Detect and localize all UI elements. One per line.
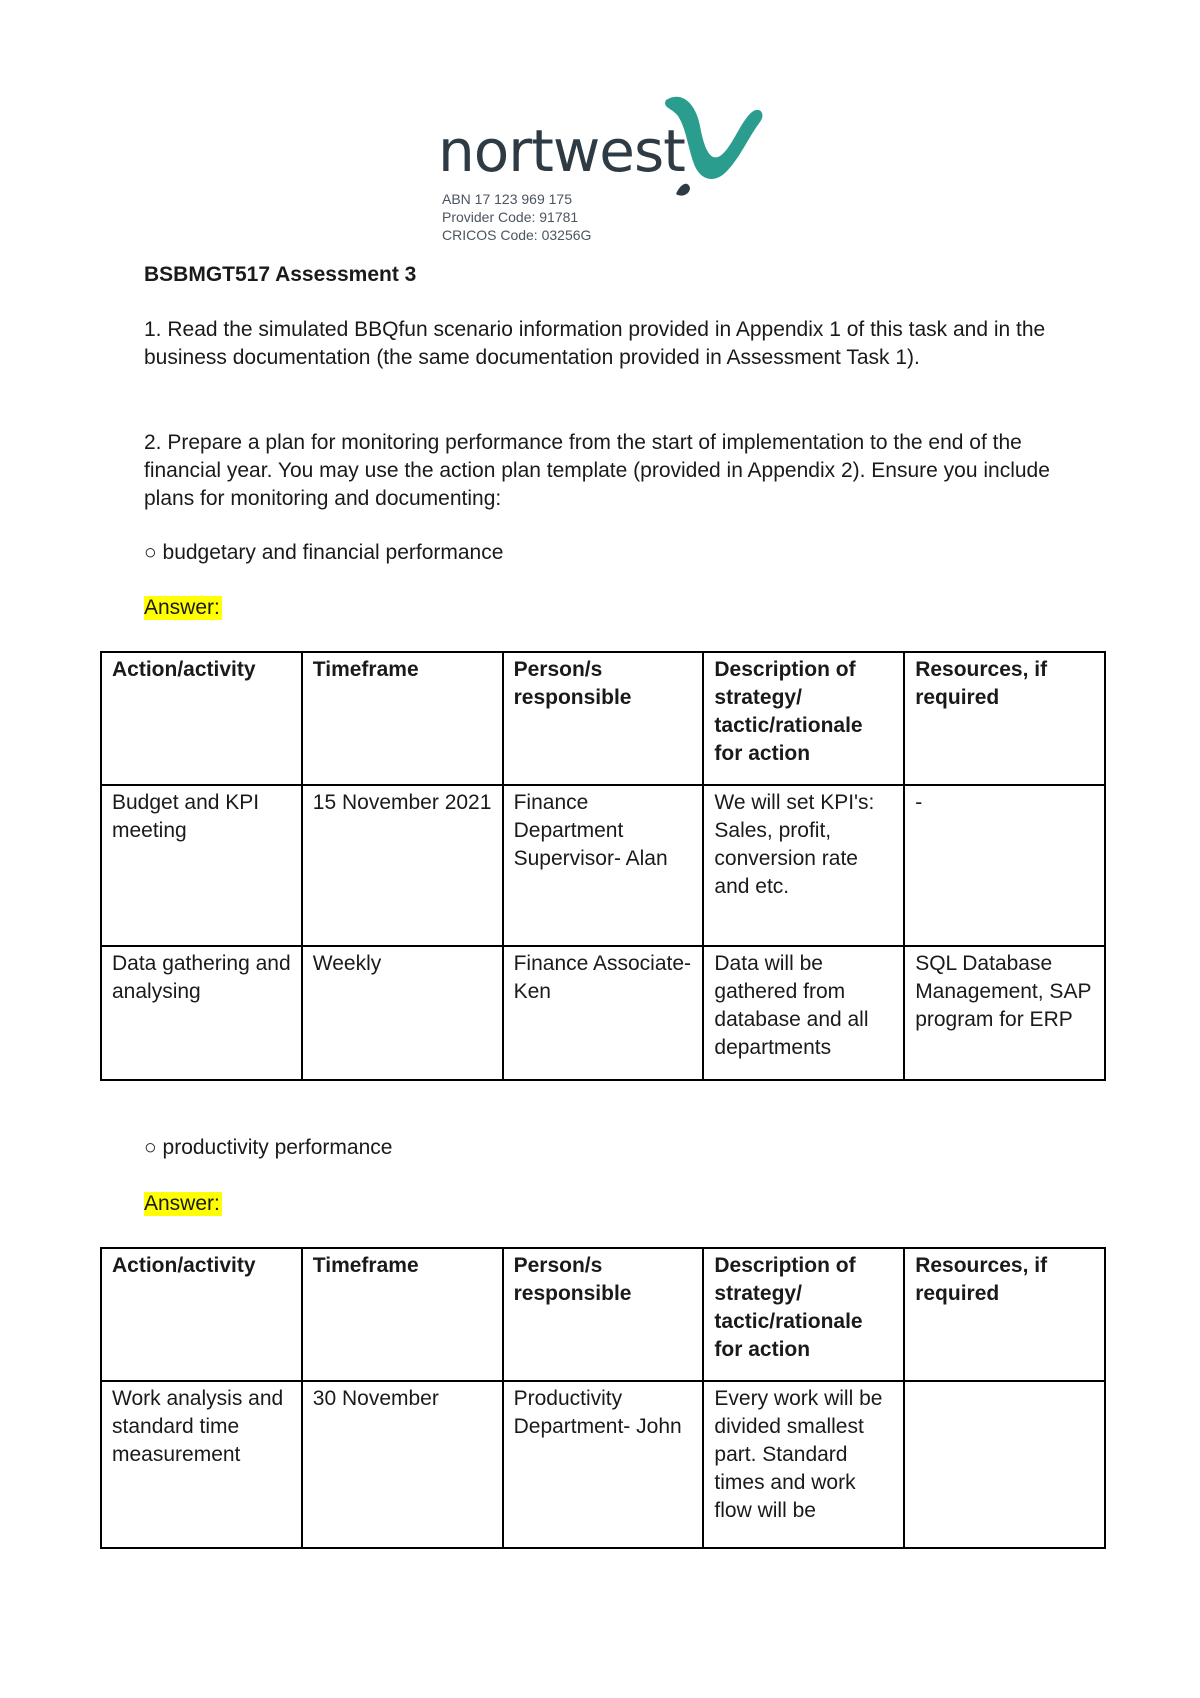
table-header-row xyxy=(101,1248,1105,1381)
instruction-1: 1. Read the simulated BBQfun scenario information provided in Appendix 1 of this task and in the business documentation (the same documentation provided in Assessment Task 1). xyxy=(144,318,1046,369)
answer-label: Answer: xyxy=(144,596,220,619)
table-cell: Finance Associate- Ken xyxy=(503,946,704,1080)
table-row xyxy=(101,1381,1105,1548)
header-resources: Resources, if required xyxy=(904,1248,1105,1381)
table-cell: SQL Database Management, SAP program for ERP xyxy=(904,946,1105,1080)
cricos-code: CRICOS Code: 03256G xyxy=(442,227,592,243)
bullet-budgetary-performance: ○ budgetary and financial performance xyxy=(144,541,504,564)
header-persons-responsible: Person/s responsible xyxy=(503,1248,704,1381)
table-cell: - xyxy=(904,785,1105,946)
header-timeframe: Timeframe xyxy=(302,652,503,785)
nortwest-logo xyxy=(438,92,768,242)
table-cell: We will set KPI's: Sales, profit, conversion rate and etc. xyxy=(703,785,904,946)
table-cell: Data gathering and analysing xyxy=(101,946,302,1080)
table-cell: Budget and KPI meeting xyxy=(101,785,302,946)
abn-number: ABN 17 123 969 175 xyxy=(442,191,572,207)
table-cell: 15 November 2021 xyxy=(302,785,503,946)
table-row xyxy=(101,785,1105,946)
table-row xyxy=(101,946,1105,1080)
header-description: Description of strategy/ tactic/rationale for action xyxy=(703,1248,904,1381)
document-title: BSBMGT517 Assessment 3 xyxy=(144,263,417,286)
table-cell: 30 November xyxy=(302,1381,503,1548)
table-cell: Finance Department Supervisor- Alan xyxy=(503,785,704,946)
budgetary-action-plan-table xyxy=(100,651,1106,1081)
header-timeframe: Timeframe xyxy=(302,1248,503,1381)
table-cell: Productivity Department- John xyxy=(503,1381,704,1548)
header-action-activity: Action/activity xyxy=(101,652,302,785)
table-cell: Every work will be divided smallest part. Standard times and work flow will be xyxy=(703,1381,904,1548)
bullet-productivity-performance: ○ productivity performance xyxy=(144,1136,393,1159)
provider-code: Provider Code: 91781 xyxy=(442,209,579,225)
table-cell: Work analysis and standard time measurement xyxy=(101,1381,302,1548)
header-resources: Resources, if required xyxy=(904,652,1105,785)
answer-label: Answer: xyxy=(144,1192,220,1215)
table-cell xyxy=(904,1381,1105,1548)
table-header-row xyxy=(101,652,1105,785)
logo-registration-info xyxy=(442,190,591,244)
logo-wordmark: nortwest xyxy=(438,117,685,185)
productivity-action-plan-table xyxy=(100,1247,1106,1549)
table-cell: Weekly xyxy=(302,946,503,1080)
table-cell: Data will be gathered from database and all departments xyxy=(703,946,904,1080)
header-description: Description of strategy/ tactic/rationale for action xyxy=(703,652,904,785)
instruction-2: 2. Prepare a plan for monitoring performance from the start of implementation to the end of the financial year. You may use the action plan template (provided in Appendix 2). Ensure you include plans for monitoring and documenting: xyxy=(144,431,1050,510)
header-persons-responsible: Person/s responsible xyxy=(503,652,704,785)
header-action-activity: Action/activity xyxy=(101,1248,302,1381)
